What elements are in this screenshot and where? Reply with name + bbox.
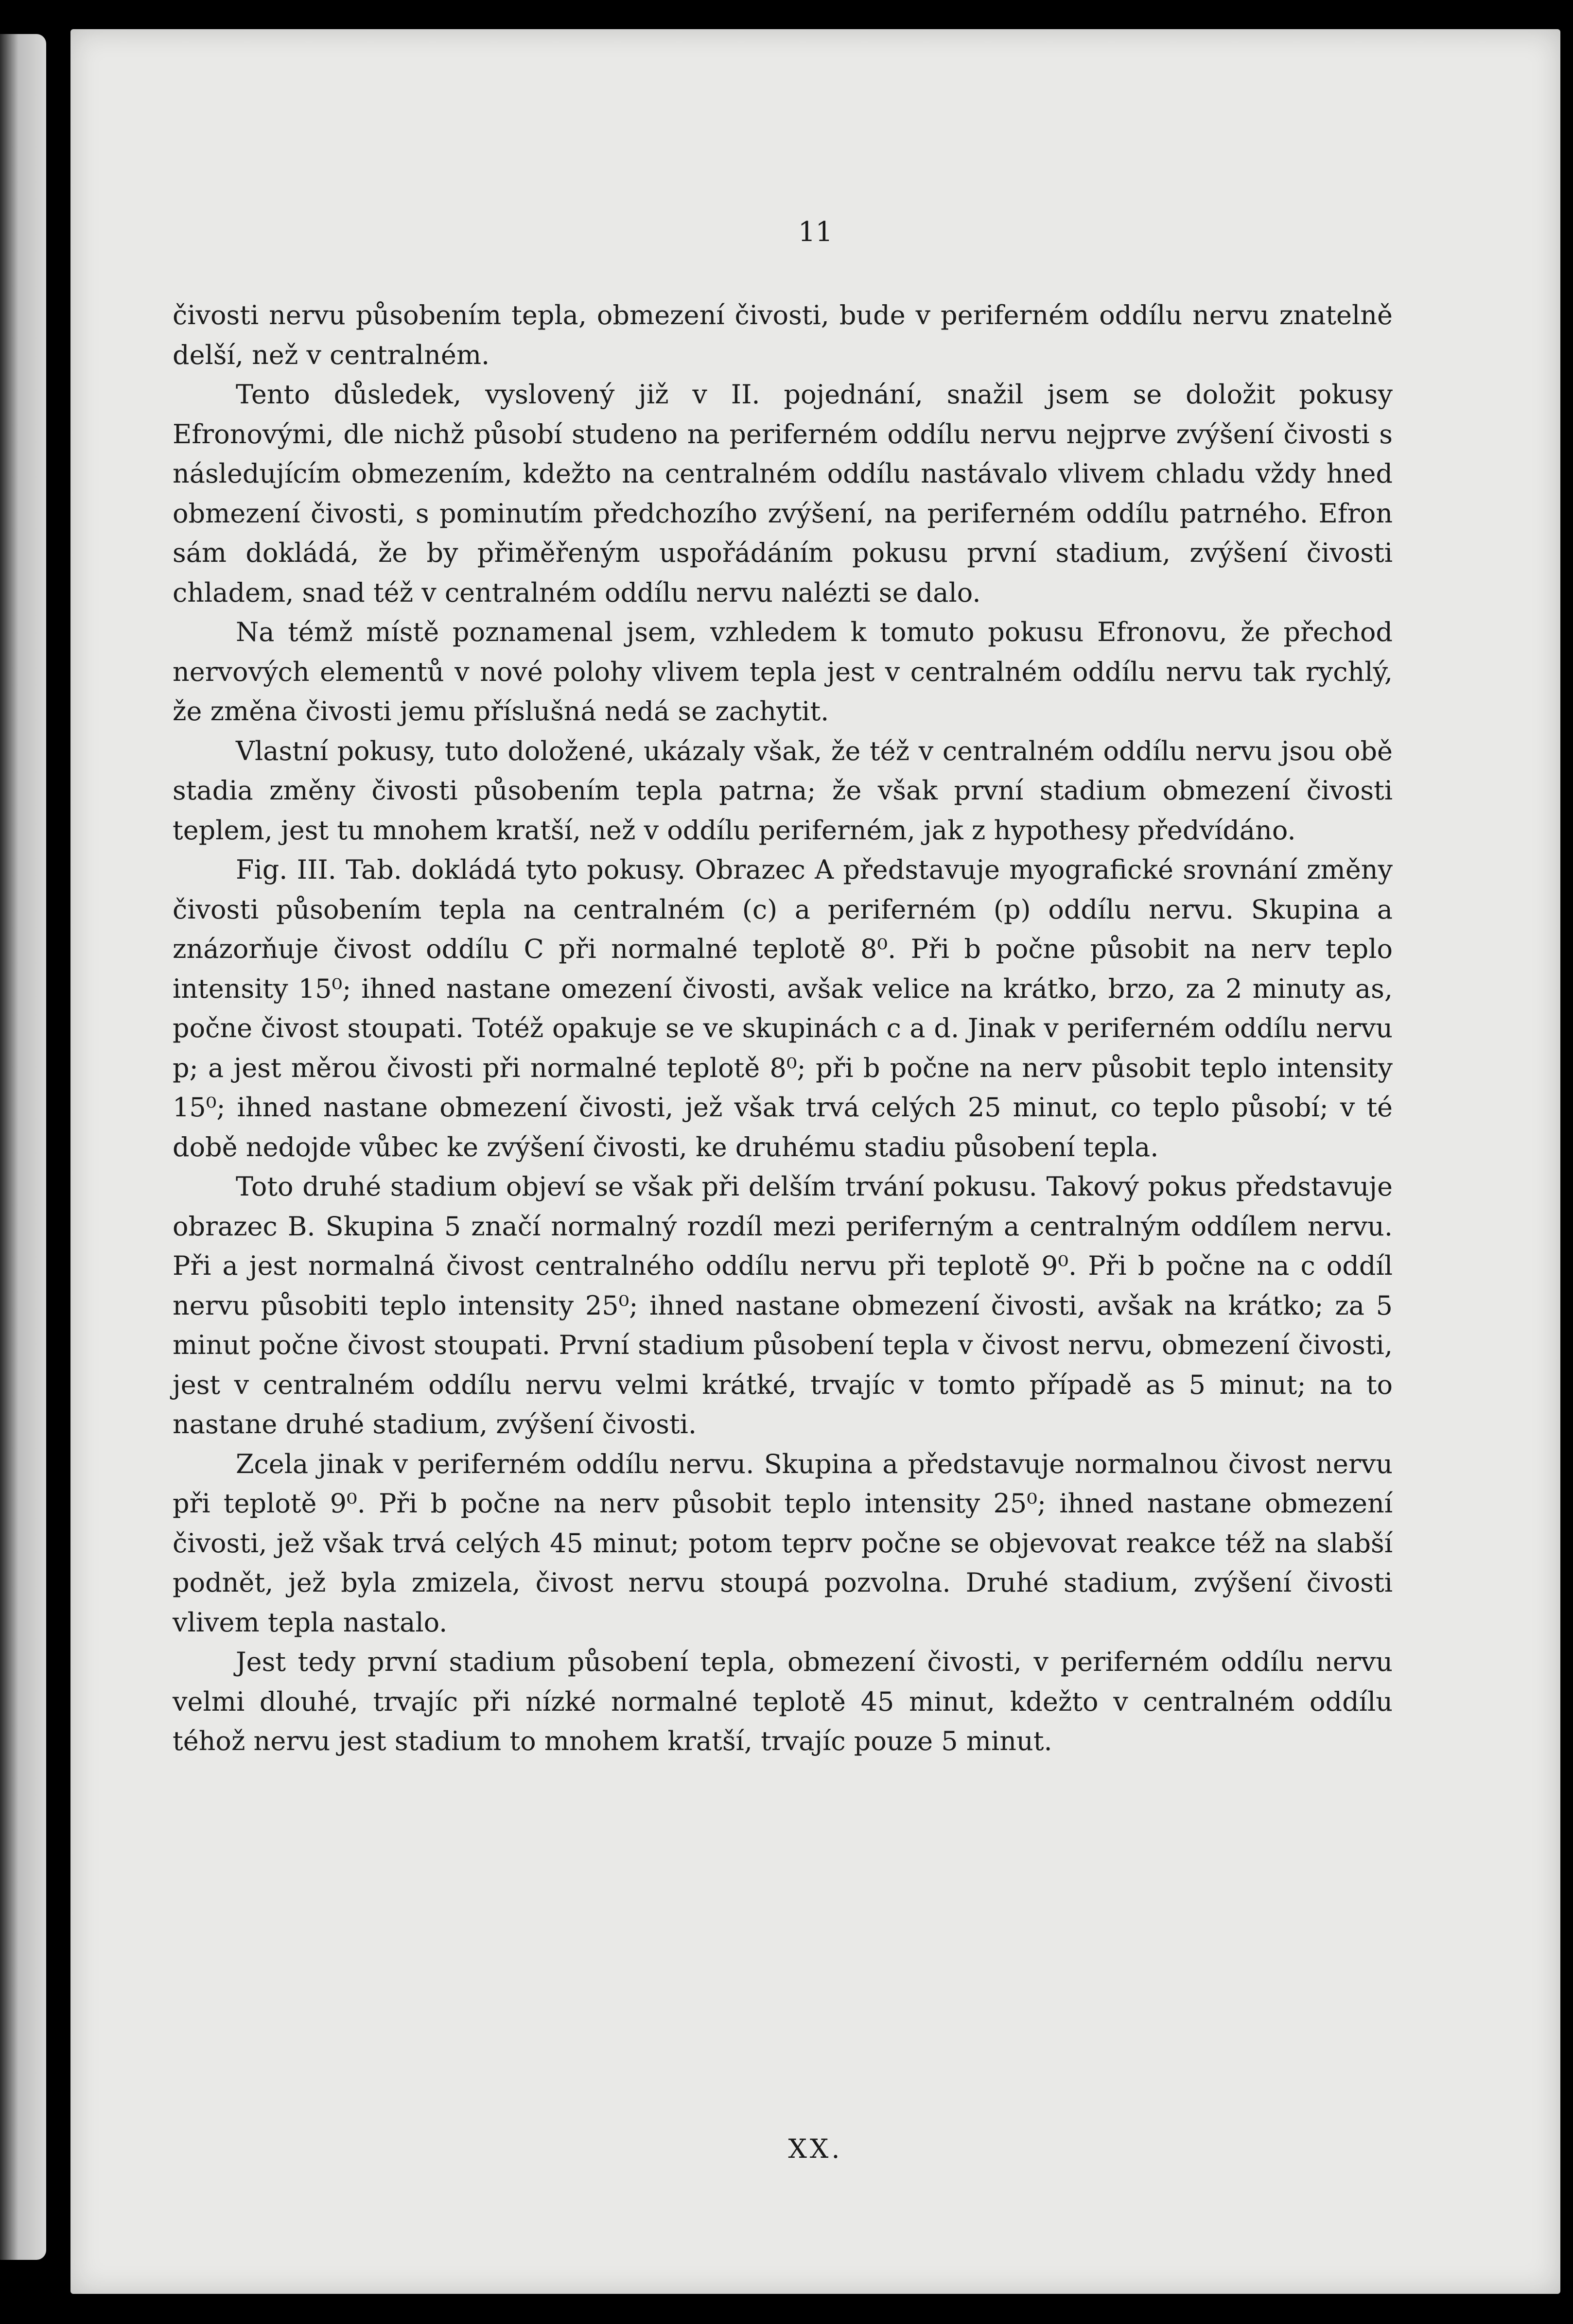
paragraph-7: Zcela jinak v periferném oddílu nervu. Skupina a představuje normalnou čivost nervu při teplotě 9⁰. Při b počne na nerv působit teplo intensity 25⁰; ihned nastane obmezení čivosti, jež však trvá celých 45 minut; potom teprv počne se objevovat reakce též na slabší podnět, jež byla zmizela, čivost nervu stoupá pozvolna. Druhé stadium, zvýšení čivosti vlivem tepla nastalo.: [173, 1448, 1393, 1638]
paragraph-3: Na témž místě poznamenal jsem, vzhledem k tomuto pokusu Efronovu, že přechod nervových elementů v nové polohy vlivem tepla jest v centralném oddílu nervu tak rychlý, že změna čivosti jemu příslušná nedá se zachytit.: [173, 617, 1393, 727]
signature-mark: XX.: [788, 2133, 843, 2164]
page-number: 11: [798, 216, 833, 248]
paragraph-5: Fig. III. Tab. dokládá tyto pokusy. Obrazec A představuje myografické srovnání změny čivosti působením tepla na centralném (c) a periferném (p) oddílu nervu. Skupina a znázorňuje čivost oddílu C při normalné teplotě 8⁰. Při b počne působit na nerv teplo intensity 15⁰; ihned nastane omezení čivosti, avšak velice na krátko, brzo, za 2 minuty as, počne čivost stoupati. Totéž opakuje se ve skupinách c a d. Jinak v periferném oddílu nervu p; a jest měrou čivosti při normalné teplotě 8⁰; při b počne na nerv působit teplo intensity 15⁰; ihned nastane obmezení čivosti, jež však trvá celých 25 minut, co teplo působí; v té době nedojde vůbec ke zvýšení čivosti, ke druhému stadiu působení tepla.: [173, 854, 1393, 1162]
paragraph-2: Tento důsledek, vyslovený již v II. pojednání, snažil jsem se doložit pokusy Efronovými, dle nichž působí studeno na periferném oddílu nervu nejprve zvýšení čivosti s následujícím obmezením, kdežto na centralném oddílu nastávalo vlivem chladu vždy hned obmezení čivosti, s pominutím předchozího zvýšení, na periferném oddílu patrného. Efron sám dokládá, že by přiměřeným uspořádáním pokusu první stadium, zvýšení čivosti chladem, snad též v centralném oddílu nervu nalézti se dalo.: [173, 379, 1393, 608]
paragraph-1: čivosti nervu působením tepla, obmezení čivosti, bude v periferném oddílu nervu znatelně delší, než v centralném.: [173, 300, 1393, 370]
book-page: [70, 29, 1560, 2294]
paragraph-4: Vlastní pokusy, tuto doložené, ukázaly však, že též v centralném oddílu nervu jsou obě stadia změny čivosti působením tepla patrna; že však první stadium obmezení čivosti teplem, jest tu mnohem kratší, než v oddílu periferném, jak z hypothesy předvídáno.: [173, 735, 1393, 846]
paragraph-6: Toto druhé stadium objeví se však při delším trvání pokusu. Takový pokus představuje obrazec B. Skupina 5 značí normalný rozdíl mezi periferným a centralným oddílem nervu. Při a jest normalná čivost centralného oddílu nervu při teplotě 9⁰. Při b počne na c oddíl nervu působiti teplo intensity 25⁰; ihned nastane obmezení čivosti, avšak na krátko; za 5 minut počne čivost stoupati. První stadium působení tepla v čivost nervu, obmezení čivosti, jest v centralném oddílu nervu velmi krátké, trvajíc v tomto případě as 5 minut; na to nastane druhé stadium, zvýšení čivosti.: [173, 1171, 1393, 1439]
previous-page-edge: [0, 34, 46, 2260]
paragraph-8: Jest tedy první stadium působení tepla, obmezení čivosti, v periferném oddílu nervu velmi dlouhé, trvajíc při nízké normalné teplotě 45 minut, kdežto v centralném oddílu téhož nervu jest stadium to mnohem kratší, trvajíc pouze 5 minut.: [173, 1647, 1393, 1756]
body-text: [173, 295, 1393, 1761]
